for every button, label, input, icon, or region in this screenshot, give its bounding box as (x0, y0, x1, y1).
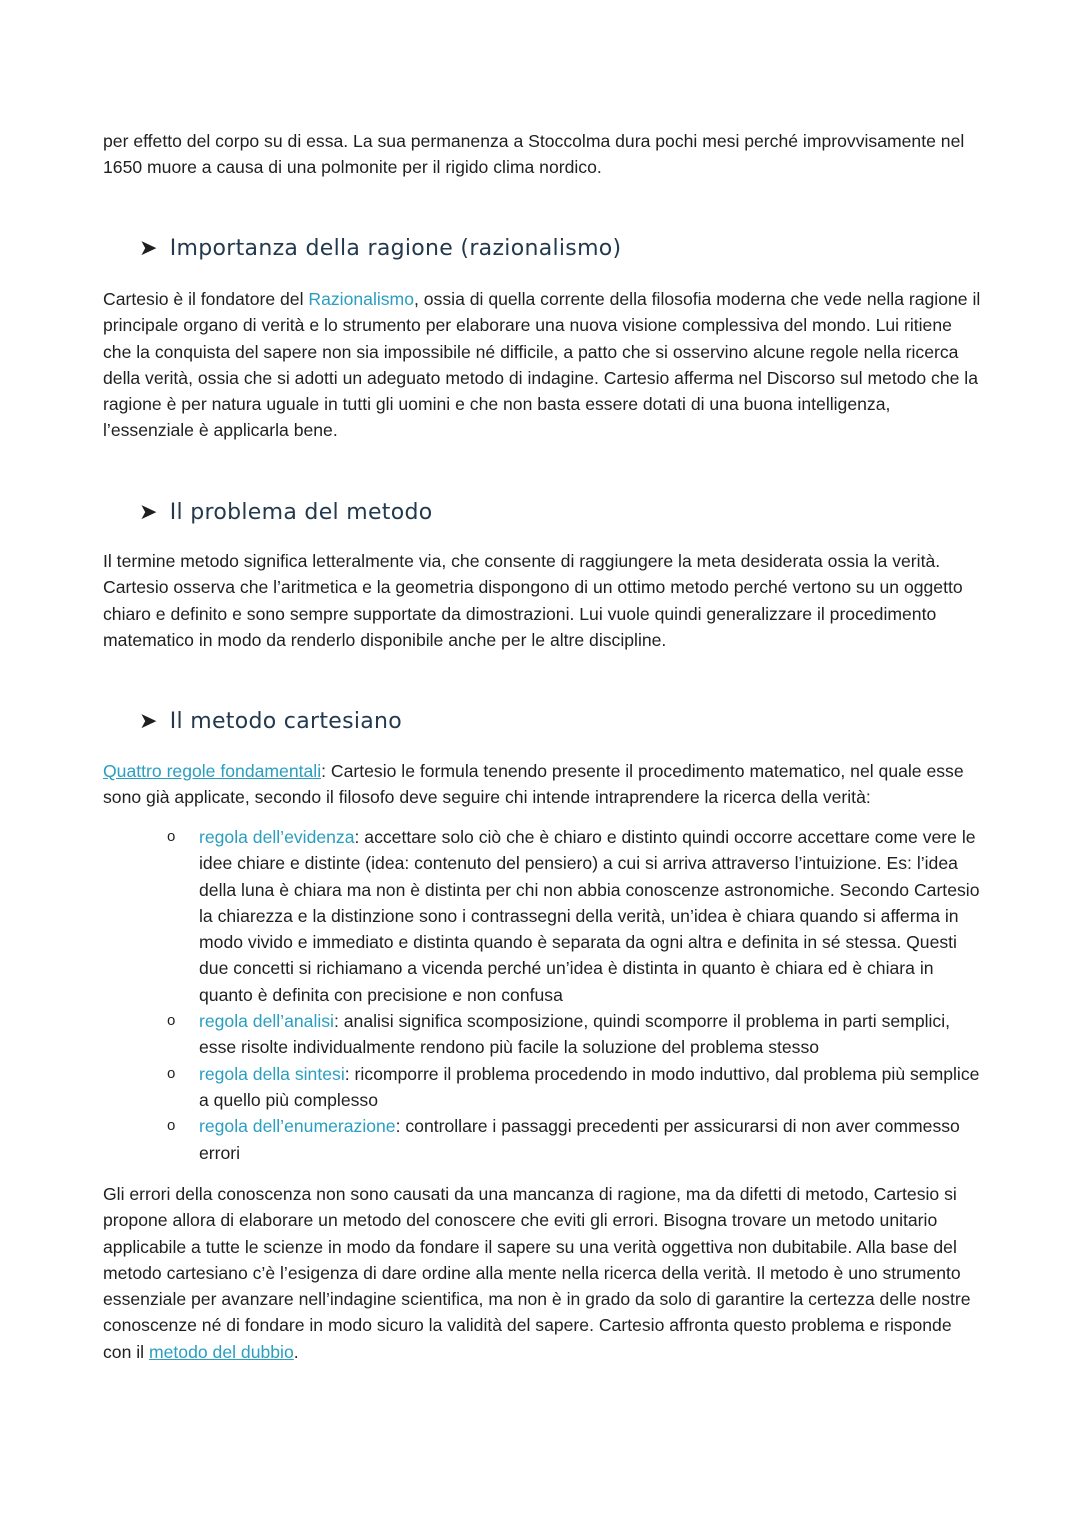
problema-metodo-paragraph: Il termine metodo significa letteralmente via, che consente di raggiungere la meta desiderata ossia la verità. Cartesio osserva che l’aritmetica e la geometria dispongono di un ottimo metodo perché vertono su un oggetto chiaro e definito e sono sempre supportate da dimostrazioni. Lui vuole quindi generalizzare il procedimento matematico in modo da renderlo disponibile anche per le altre discipline. (103, 551, 963, 650)
circle-bullet-icon: o (167, 1012, 176, 1030)
section-heading-text: Il metodo cartesiano (169, 709, 403, 734)
section-heading-razionalismo (139, 236, 621, 261)
paragraph-text: : Cartesio le formula tenendo presente il procedimento matematico, nel quale esse sono già applicate, secondo il filosofo deve seguire chi intende intraprendere la ricerca della verità: (103, 761, 964, 808)
metodo-dubbio-link[interactable]: metodo del dubbio (148, 1341, 294, 1362)
rule-name: regola dell’analisi (199, 1011, 334, 1032)
rule-name: regola della sintesi (199, 1063, 345, 1084)
rule-text: : analisi significa scomposizione, quindi scomporre il problema in parti semplici, esse risolte individualmente rendono più facile la soluzione del problema stesso (199, 1011, 951, 1058)
paragraph-text: Cartesio è il fondatore del (103, 289, 309, 309)
arrow-bullet-icon: ➤ (139, 236, 158, 261)
section-heading-metodo-cartesiano (139, 709, 402, 734)
circle-bullet-icon: o (167, 1117, 176, 1135)
paragraph-text: Gli errori della conoscenza non sono causati da una mancanza di ragione, ma da difetti di metodo, Cartesio si propone allora di elaborare un metodo del conoscere che eviti gli errori. Bisogna trovare un metodo unitario applicabile a tutte le scienze in modo da fondare il sapere su una verità oggettiva non dubitabile. Alla base del metodo cartesiano c’è l’esigenza di dare ordine alla mente nella ricerca della verità. Il metodo è uno strumento essenziale per avanzare nell’indagine scientifica, ma non è in grado da solo di garantire la certezza delle nostre conoscenze né di fondare in modo sicuro la validità del sapere. Cartesio affronta questo problema e risponde con il (103, 1184, 971, 1362)
list-item-sintesi (103, 1061, 983, 1114)
paragraph-text: . (293, 1341, 299, 1362)
rule-name: regola dell’evidenza (199, 827, 355, 847)
paragraph-text: , ossia di quella corrente della filosofia moderna che vede nella ragione il principale organo di verità e lo strumento per elaborare una nuova visione complessiva del mondo. Lui ritiene che la conquista del sapere non sia impossibile né difficile, a patto che si osservino alcune regole nella ricerca della verità, ossia che si adotti un adeguato metodo di indagine. Cartesio afferma nel Discorso sul metodo che la ragione è per natura uguale in tutti gli uomini e che non basta essere dotati di una buona intelligenza, l’essenziale è applicarla bene. (103, 289, 981, 441)
section-heading-problema-metodo (139, 500, 433, 525)
regole-intro-paragraph (103, 758, 983, 811)
list-item-analisi (103, 1008, 983, 1061)
highlight-term: Razionalismo (308, 289, 414, 309)
circle-bullet-icon: o (167, 1064, 176, 1082)
closing-paragraph (103, 1181, 983, 1365)
arrow-bullet-icon: ➤ (139, 500, 158, 525)
circle-bullet-icon: o (167, 828, 176, 845)
list-item-enumerazione (103, 1113, 983, 1166)
rule-text: : ricomporre il problema procedendo in modo induttivo, dal problema più semplice a quello più complesso (199, 1063, 980, 1110)
quattro-regole-link[interactable]: Quattro regole fondamentali (103, 761, 322, 781)
intro-paragraph: per effetto del corpo su di essa. La sua permanenza a Stoccolma dura pochi mesi perché improvvisamente nel 1650 muore a causa di una polmonite per il rigido clima nordico. (103, 131, 965, 178)
section-heading-text: Il problema del metodo (169, 500, 433, 525)
arrow-bullet-icon: ➤ (139, 709, 158, 734)
list-item-evidenza (103, 824, 983, 1008)
rules-list (103, 824, 983, 1166)
rule-text: : controllare i passaggi precedenti per assicurarsi di non aver commesso errori (199, 1116, 960, 1163)
razionalismo-paragraph (103, 286, 983, 444)
rule-text: : accettare solo ciò che è chiaro e distinto quindi occorre accettare come vere le idee chiare e distinte (idea: contenuto del pensiero) a cui si arriva attraverso l’intuizione. Es: l’idea della luna è chiara ma non è distinta per chi non abbia conoscenze astronomiche. Secondo Cartesio la chiarezza e la distinzione sono i contrassegni della verità, un’idea è chiara quando si afferma in modo vivido e immediato e distinta quando è separata da ogni altra e definita in sé stessa. Questi due concetti si richiamano a vicenda perché un’idea è distinta in quanto è chiara ed è chiara in quanto è definita con precisione e non confusa (199, 827, 980, 1005)
rule-name: regola dell’enumerazione (199, 1116, 396, 1137)
section-heading-text: Importanza della ragione (razionalismo) (169, 236, 622, 261)
